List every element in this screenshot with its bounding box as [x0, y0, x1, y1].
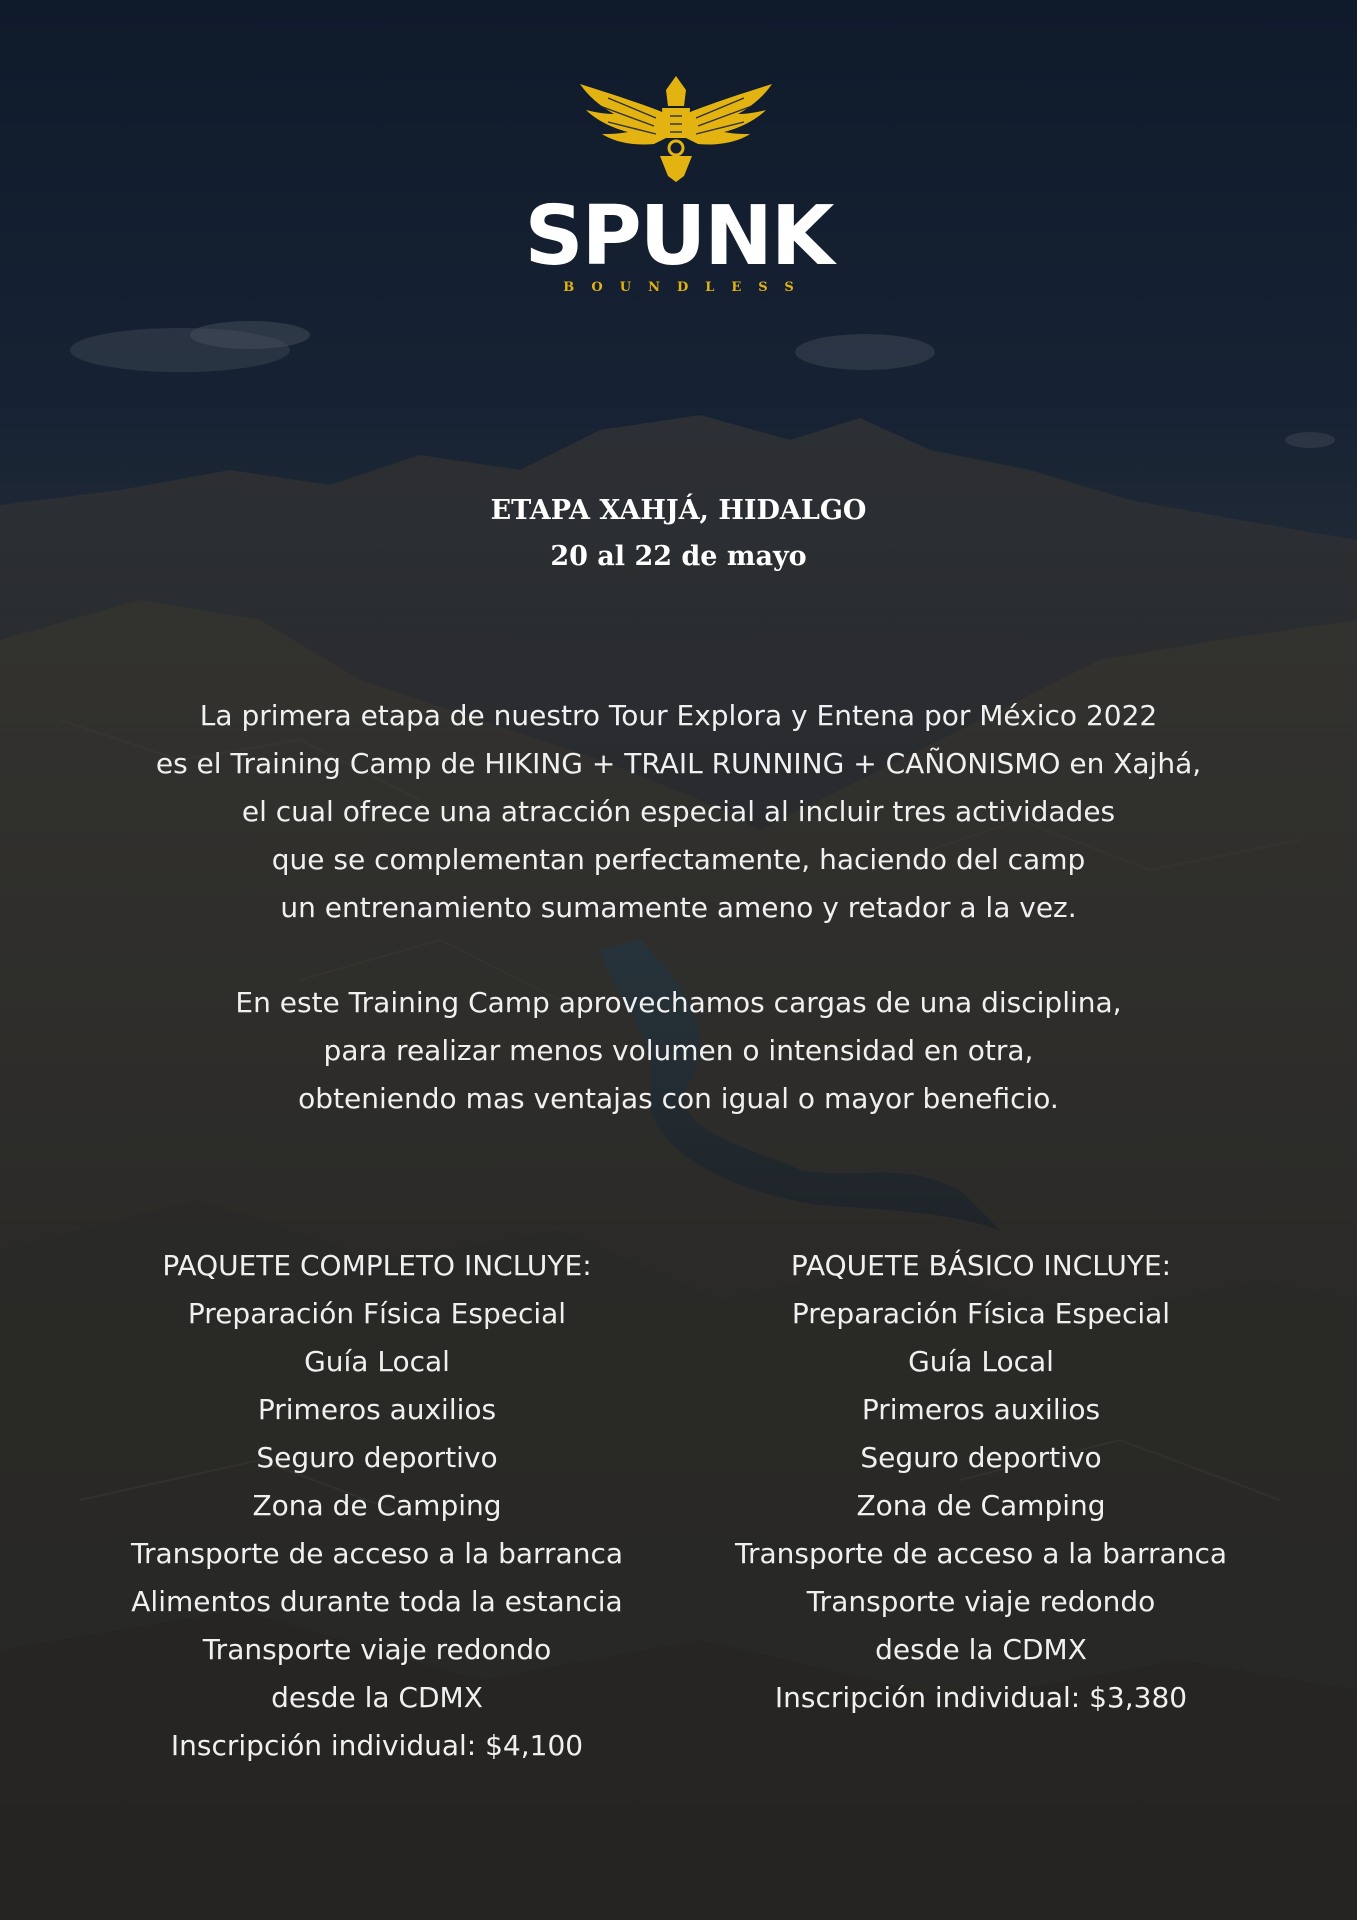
- package-item: Transporte viaje redondo: [806, 1585, 1156, 1618]
- package-item: Seguro deportivo: [860, 1441, 1102, 1474]
- intro-line: La primera etapa de nuestro Tour Explora y Entena por México 2022: [199, 699, 1158, 732]
- brand-tagline: BOUNDLESS: [563, 280, 811, 295]
- event-title: ETAPA XAHJÁ, HIDALGO: [490, 495, 867, 526]
- package-heading: PAQUETE BÁSICO INCLUYE:: [790, 1249, 1172, 1282]
- package-complete: [60, 1242, 694, 1770]
- package-basic: [664, 1242, 1298, 1722]
- intro-line: que se complementan perfectamente, haciendo del camp: [271, 843, 1086, 876]
- package-heading: PAQUETE COMPLETO INCLUYE:: [162, 1249, 592, 1282]
- package-item: Preparación Física Especial: [791, 1297, 1171, 1330]
- package-price: Inscripción individual: $4,100: [170, 1729, 584, 1762]
- package-item: Zona de Camping: [856, 1489, 1106, 1522]
- package-item: Transporte de acceso a la barranca: [130, 1537, 624, 1570]
- package-item: Primeros auxilios: [257, 1393, 497, 1426]
- package-item: Transporte viaje redondo: [202, 1633, 552, 1666]
- event-dates: 20 al 22 de mayo: [550, 541, 807, 572]
- intro-line: es el Training Camp de HIKING + TRAIL RUNNING + CAÑONISMO en Xajhá,: [155, 747, 1202, 780]
- package-item: Transporte de acceso a la barranca: [734, 1537, 1228, 1570]
- package-item: Guía Local: [304, 1345, 450, 1378]
- intro-line: un entrenamiento sumamente ameno y retador a la vez.: [280, 891, 1077, 924]
- package-item: Preparación Física Especial: [187, 1297, 567, 1330]
- package-price: Inscripción individual: $3,380: [774, 1681, 1188, 1714]
- package-item: Guía Local: [908, 1345, 1054, 1378]
- intro-line: para realizar menos volumen o intensidad en otra,: [323, 1034, 1034, 1067]
- eagle-icon: [578, 76, 774, 182]
- package-item: Alimentos durante toda la estancia: [131, 1585, 623, 1618]
- brand-name: SPUNK: [524, 189, 833, 284]
- package-item: Primeros auxilios: [861, 1393, 1101, 1426]
- event-header: [0, 488, 1357, 580]
- intro-line: En este Training Camp aprovechamos cargas de una disciplina,: [235, 986, 1122, 1019]
- intro-line: el cual ofrece una atracción especial al incluir tres actividades: [241, 795, 1116, 828]
- intro-text: [0, 692, 1357, 1123]
- intro-paragraph-1: [0, 692, 1357, 932]
- intro-paragraph-2: [0, 979, 1357, 1123]
- package-item: Zona de Camping: [252, 1489, 502, 1522]
- package-item: Seguro deportivo: [256, 1441, 498, 1474]
- package-item: desde la CDMX: [271, 1681, 483, 1714]
- intro-line: obteniendo mas ventajas con igual o mayor beneficio.: [298, 1082, 1059, 1115]
- package-item: desde la CDMX: [875, 1633, 1087, 1666]
